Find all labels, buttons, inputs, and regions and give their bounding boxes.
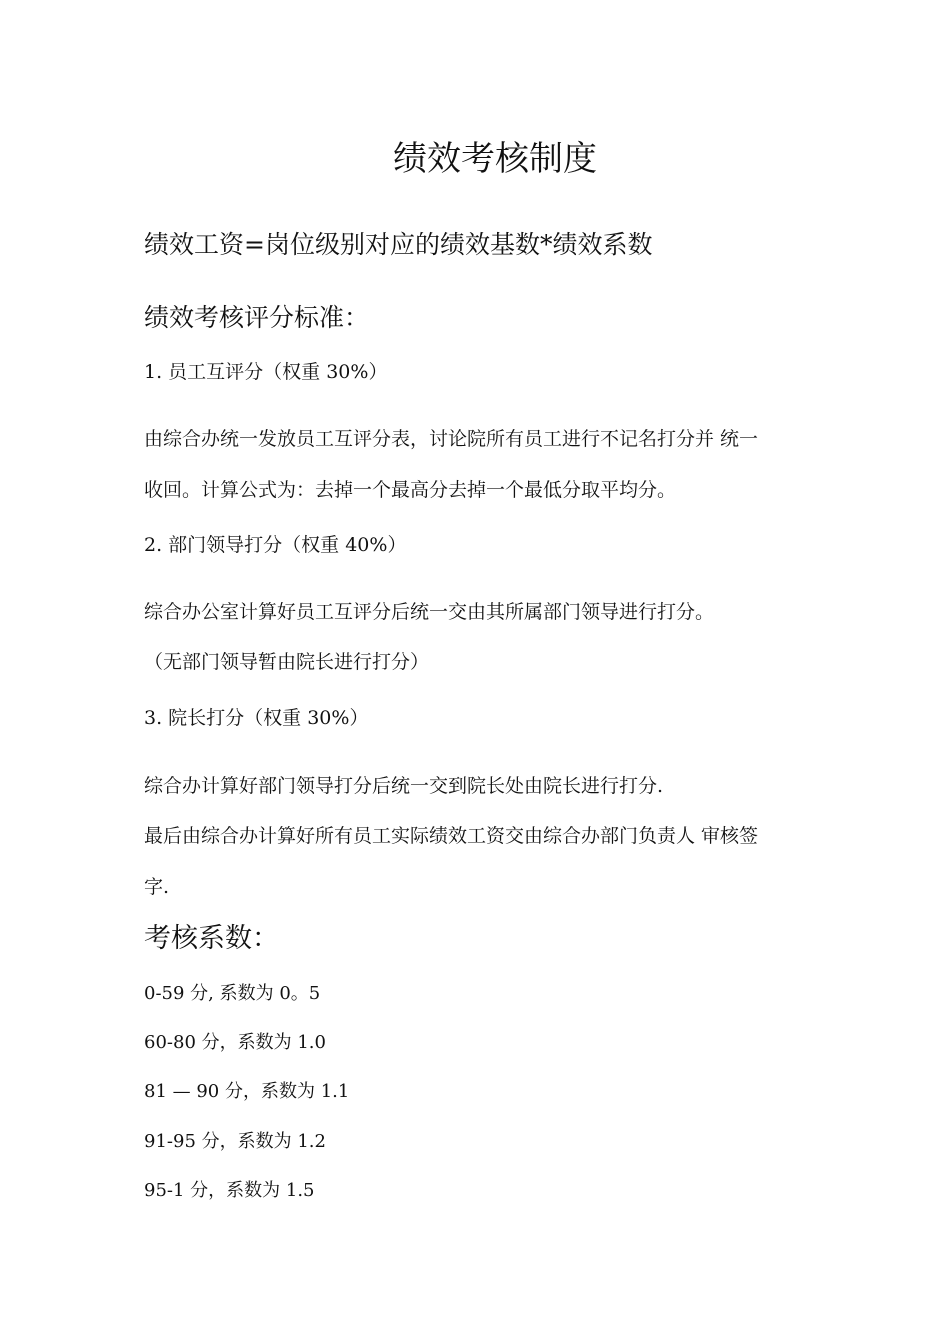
coefficient-item-2: 60-80 分，系数为 1.0 bbox=[144, 1032, 326, 1053]
criteria-heading: 绩效考核评分标准： bbox=[144, 303, 370, 332]
salary-formula: 绩效工资=岗位级别对应的绩效基数*绩效系数 bbox=[144, 230, 653, 259]
section-1-paragraph-2: 收回。计算公式为：去掉一个最高分去掉一个最低分取平均分。 bbox=[144, 479, 677, 501]
coefficient-item-5: 95-1 分，系数为 1.5 bbox=[144, 1180, 315, 1201]
section-3-heading: 3. 院长打分（权重 30%） bbox=[144, 707, 369, 729]
section-3-paragraph-3: 字. bbox=[144, 876, 170, 898]
section-2-heading: 2. 部门领导打分（权重 40%） bbox=[144, 534, 407, 556]
coefficient-heading: 考核系数： bbox=[144, 923, 279, 954]
section-1-paragraph-1: 由综合办统一发放员工互评分表，讨论院所有员工进行不记名打分并 统一 bbox=[144, 428, 759, 450]
section-3-paragraph-2: 最后由综合办计算好所有员工实际绩效工资交由综合办部门负责人 审核签 bbox=[144, 825, 759, 847]
section-2-paragraph-2: （无部门领导暂由院长进行打分） bbox=[144, 651, 430, 673]
coefficient-item-4: 91-95 分，系数为 1.2 bbox=[144, 1131, 326, 1152]
document-title: 绩效考核制度 bbox=[393, 139, 597, 179]
section-2-paragraph-1: 综合办公室计算好员工互评分后统一交由其所属部门领导进行打分。 bbox=[144, 601, 715, 623]
section-1-heading: 1. 员工互评分（权重 30%） bbox=[144, 361, 388, 383]
coefficient-item-1: 0-59 分, 系数为 0。5 bbox=[144, 983, 321, 1004]
section-3-paragraph-1: 综合办计算好部门领导打分后统一交到院长处由院长进行打分. bbox=[144, 775, 664, 797]
coefficient-item-3: 81 — 90 分，系数为 1.1 bbox=[144, 1081, 350, 1102]
